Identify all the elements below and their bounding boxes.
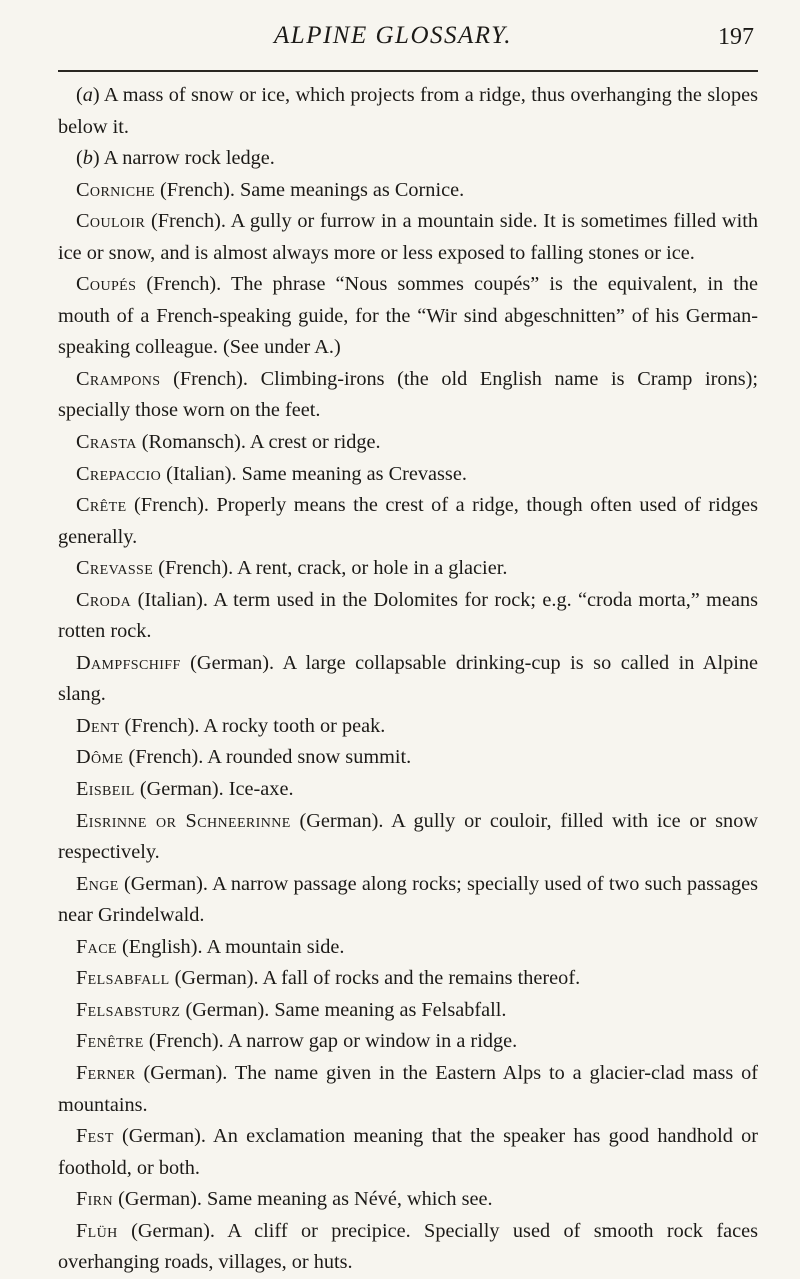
glossary-entry <box>58 206 758 269</box>
glossary-entry <box>58 648 758 711</box>
glossary-entry <box>58 742 758 774</box>
glossary-entry <box>58 1058 758 1121</box>
header-rule <box>58 70 758 72</box>
entry-headword: Felsabfall <box>76 967 170 990</box>
glossary-entry <box>58 1184 758 1216</box>
glossary-entry <box>58 175 758 207</box>
glossary-entry: (b) A narrow rock ledge. <box>76 147 275 170</box>
entry-definition: (German). Same meaning as Felsabfall. <box>185 998 507 1021</box>
entry-definition: (French). Climbing-irons (the old English name is Cramp irons); specially those worn on the feet. <box>58 367 758 422</box>
glossary-entry <box>58 459 758 491</box>
entry-definition: (German). A gully or couloir, filled with ice or snow respectively. <box>58 809 758 864</box>
entry-definition: (English). A mountain side. <box>121 935 345 958</box>
entry-definition: (Romansch). A crest or ridge. <box>141 431 381 454</box>
entry-headword: Crevasse <box>76 557 154 580</box>
glossary-entries <box>58 80 758 1279</box>
entry-headword: Couloir <box>76 210 146 233</box>
entry-definition: (French). Properly means the crest of a ridge, though often used of ridges generally. <box>58 494 758 548</box>
entry-definition: A mass of snow or ice, which projects from a ridge, thus overhanging the slopes below it. <box>58 84 758 138</box>
entry-headword: Dampfschiff <box>76 651 181 674</box>
entry-headword: Coupés <box>76 273 137 296</box>
entry-headword: Eisrinne or Schneerinne <box>76 809 291 832</box>
glossary-entry <box>58 269 758 364</box>
entry-definition: A narrow rock ledge. <box>103 147 275 170</box>
page-number: 197 <box>718 24 754 50</box>
entry-headword: Fest <box>76 1125 114 1148</box>
glossary-entry <box>58 806 758 869</box>
entry-definition: (German). An exclamation meaning that the speaker has good handhold or foothold, or both. <box>58 1125 759 1179</box>
entry-headword: Croda <box>76 588 132 611</box>
entry-definition: (French). A gully or furrow in a mountain side. It is sometimes filled with ice or snow, and is almost always more or less exposed to falling stones or ice. <box>58 210 758 264</box>
entry-headword: Fenêtre <box>76 1030 144 1053</box>
entry-definition: (French). A rent, crack, or hole in a glacier. <box>158 557 508 580</box>
entry-definition: (German). A large collapsable drinking-cup is so called in Alpine slang. <box>58 651 758 706</box>
entry-definition: (French). A narrow gap or window in a ridge. <box>148 1030 518 1053</box>
entry-headword: Crampons <box>76 367 161 390</box>
entry-headword: Crête <box>76 494 127 517</box>
glossary-entry <box>58 1026 758 1058</box>
entry-definition: (German). The name given in the Eastern Alps to a glacier-clad mass of mountains. <box>58 1061 758 1116</box>
entry-definition: (French). Same meanings as Cornice. <box>160 178 465 201</box>
glossary-entry <box>58 585 758 648</box>
entry-headword: Eisbeil <box>76 778 135 801</box>
glossary-entry <box>58 427 758 459</box>
glossary-entry <box>58 774 758 806</box>
entry-subsense-letter: b <box>82 147 93 170</box>
glossary-entry <box>58 711 758 743</box>
entry-headword: Flüh <box>76 1219 118 1242</box>
entry-definition: (French). The phrase “Nous sommes coupés” is the equivalent, in the mouth of a French-speaking guide, for the “Wir sind abgeschnitten” of his German-speaking colleague. (See under A.) <box>58 273 759 359</box>
glossary-entry <box>58 1121 758 1184</box>
glossary-entry <box>58 490 758 553</box>
glossary-entry <box>58 869 758 932</box>
entry-headword: Crepaccio <box>76 462 162 485</box>
glossary-entry: (a) A mass of snow or ice, which projects from a ridge, thus overhanging the slopes below it. <box>58 84 758 138</box>
entry-definition: (German). Same meaning as Névé, which see. <box>118 1188 493 1211</box>
glossary-entry <box>58 1216 758 1279</box>
entry-headword: Firn <box>76 1188 113 1211</box>
entry-headword: Felsabsturz <box>76 998 181 1021</box>
entry-definition: (German). Ice-axe. <box>139 778 294 801</box>
entry-definition: (German). A narrow passage along rocks; specially used of two such passages near Grindelwald. <box>58 872 758 927</box>
entry-definition: (French). A rounded snow summit. <box>128 746 412 769</box>
entry-headword: Crasta <box>76 431 137 454</box>
entry-subsense-letter: a <box>82 84 93 106</box>
glossary-entry <box>58 995 758 1027</box>
entry-definition: (German). A fall of rocks and the remains thereof. <box>174 967 581 990</box>
entry-definition: (French). A rocky tooth or peak. <box>124 714 386 737</box>
running-title: ALPINE GLOSSARY. <box>274 22 512 49</box>
entry-headword: Dôme <box>76 746 124 769</box>
entry-headword: Corniche <box>76 178 155 201</box>
glossary-entry <box>58 553 758 585</box>
entry-headword: Face <box>76 935 117 958</box>
entry-headword: Ferner <box>76 1061 136 1084</box>
entry-definition: (Italian). A term used in the Dolomites for rock; e.g. “croda morta,” means rotten rock. <box>58 588 758 643</box>
entry-definition: (German). A cliff or precipice. Specially used of smooth rock faces overhanging roads, villages, or huts. <box>58 1219 758 1274</box>
entry-definition: (Italian). Same meaning as Crevasse. <box>166 462 467 485</box>
page-header <box>58 10 758 60</box>
glossary-entry <box>58 963 758 995</box>
glossary-entry <box>58 932 758 964</box>
glossary-entry <box>58 364 758 427</box>
entry-headword: Dent <box>76 714 120 737</box>
entry-headword: Enge <box>76 872 119 895</box>
